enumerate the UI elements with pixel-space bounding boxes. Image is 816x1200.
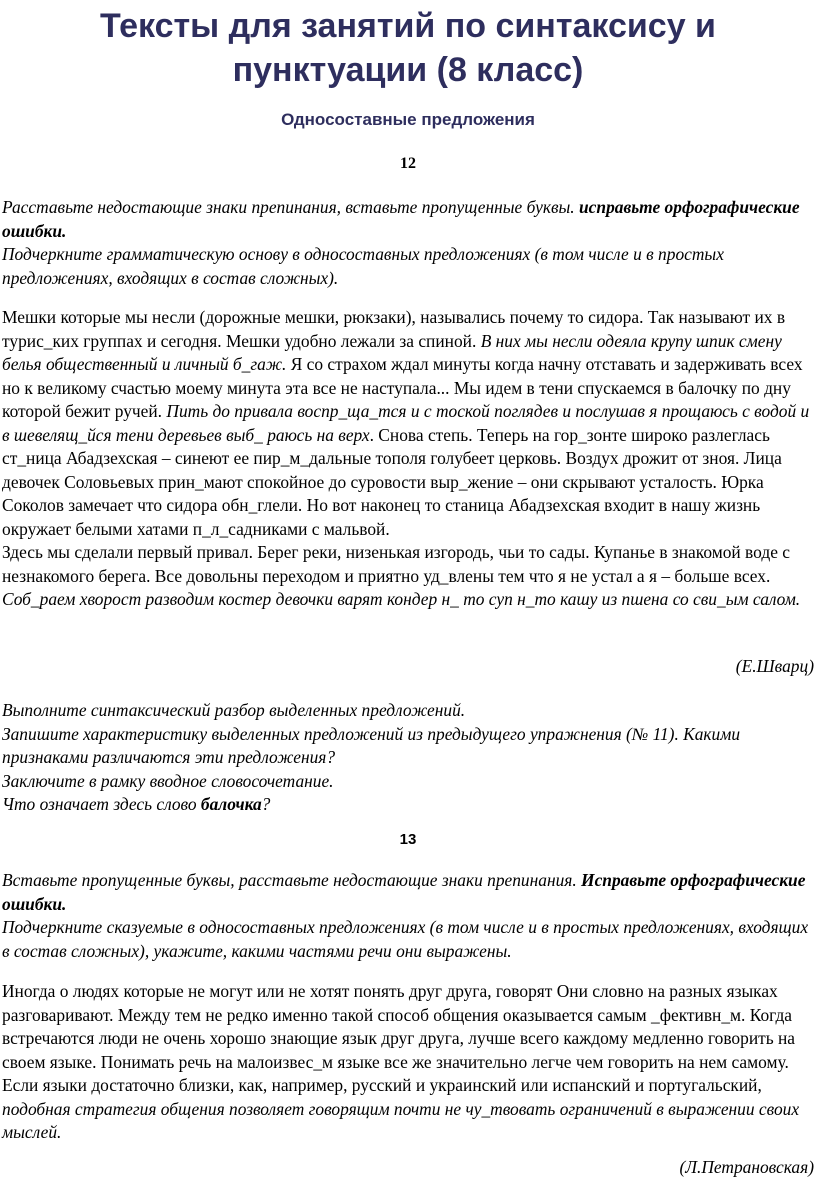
highlighted-sentence: В них мы несли одеяла крупу шпик смену белья общественный и личный б_гаж.	[2, 330, 782, 374]
exercise-number-13: 13	[399, 831, 417, 848]
highlighted-sentence: Соб_раем хворост разводим костер девочки варят кондер н_ то суп н_то кашу из пшена со сви_ым салом.	[2, 589, 801, 609]
task-instruction-bold: Исправьте орфографические ошибки.	[2, 870, 806, 914]
question-item: Что означает здесь слово	[2, 794, 201, 814]
page-title-line-2: пунктуации (8 класс)	[232, 51, 584, 89]
author-attribution: (Л.Петрановская)	[679, 1157, 814, 1177]
task-instruction-2: Подчеркните грамматическую основу в односоставных предложениях (в том числе и в простых предложениях, входящих в состав сложных).	[2, 244, 724, 288]
section-subtitle: Односоставные предложения	[281, 110, 535, 129]
question-item: Выполните синтаксический разбор выделенных предложений.	[2, 700, 466, 720]
task-instruction: Вставьте пропущенные буквы, расставьте недостающие знаки препинания.	[2, 870, 582, 890]
question-mark: ?	[261, 794, 271, 814]
text-fragment: Я со страхом ждал минуты когда начну отставать и задерживать всех но к великому счастью моему минута эта все не наступала... Мы идем в тени спускаемся в балочку по дну которой бежит ручей.	[2, 354, 803, 421]
question-keyword: балочка	[200, 794, 262, 814]
page-title	[0, 4, 816, 92]
text-fragment: Иногда о людях которые не могут или не хотят понять друг друга, говорят Они словно на разных языках разговаривают. Между тем не редко именно такой способ общения оказывается самым _фективн_м. Когда встречаются люди не очень хорошо знающие язык друг друга, лучше всего каждому медленно говорить на своем языке. Понимать речь на малоизвес_м языке все же значительно легче чем говорить на нем самому. Если языки достаточно близки, как, например, русский и украинский или испанский и португальский,	[2, 981, 796, 1095]
exercise-12-text	[2, 306, 816, 612]
text-fragment: . Снова степь. Теперь на гор_зонте широко разлеглась ст_ница Абадзехская – синеют ее пир_м_дальные тополя голубеет церковь. Воздух дрожит от зноя. Лица девочек Соловьевых прин_мают спокойное до суровости выр_жение – они скрывают усталость. Юрка Соколов замечает что сидора обн_глели. Но вот наконец то станица Абадзехская входит в нашу жизнь окружает белыми хатами п_л_садниками с мальвой.	[2, 424, 782, 539]
text-fragment: Здесь мы сделали первый привал. Берег реки, низенькая изгородь, чьи то сады. Купанье в знакомой воде с незнакомого берега. Все довольны переходом и приятно уд_влены тем что я не устал а я – больше всех.	[2, 542, 790, 586]
question-item: Запишите характеристику выделенных предложений из предыдущего упражнения (№ 11). Какими признаками различаются эти предложения?	[2, 723, 741, 767]
text-fragment: Мешки которые мы несли (дорожные мешки, рюкзаки), назывались почему то сидора. Так называют их в турис_ких группах и сегодня. Мешки удобно лежали за спиной.	[2, 307, 786, 351]
question-item: Заключите в рамку вводное словосочетание.	[2, 770, 334, 791]
exercise-13-text	[2, 980, 816, 1145]
exercise-12-questions	[2, 699, 816, 817]
exercise-12-task	[2, 196, 816, 290]
author-attribution: (Е.Шварц)	[735, 656, 814, 676]
task-instruction-bold: исправьте орфографические ошибки.	[2, 197, 800, 241]
highlighted-sentence: Пить до привала воспр_ща_тся и с тоской поглядев и послушав я прощаюсь с водой и в шевелящ_йся тени деревьев выб_ раюсь на верх	[2, 401, 810, 445]
highlighted-sentence: подобная стратегия общения позволяет говорящим почти не чу_твовать ограничений в выражении своих мыслей.	[2, 1098, 800, 1142]
task-instruction: Расставьте недостающие знаки препинания, вставьте пропущенные буквы.	[2, 197, 580, 217]
page-title-line-1: Тексты для занятий по синтаксису и	[100, 7, 716, 45]
task-instruction-2: Подчеркните сказуемые в односоставных предложениях (в том числе и в простых предложениях, входящих в состав сложных), укажите, какими частями речи они выражены.	[2, 917, 809, 961]
exercise-number-12: 12	[400, 155, 416, 172]
exercise-13-task	[2, 869, 816, 963]
